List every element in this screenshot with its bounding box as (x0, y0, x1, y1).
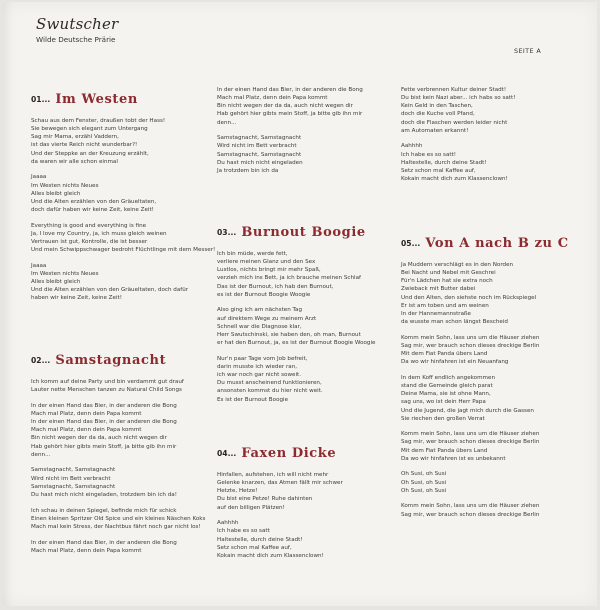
lyric-line: Und den Alten, den siehste noch im Rückspiegel (401, 294, 537, 301)
lyric-line: doch die Flaschen werden leider nicht (401, 119, 508, 126)
lyric-line: Hab gehört hier gibts mein Stoff, ja bitte gib ihn mir (31, 443, 177, 450)
lyric-line: Sie bewegen sich elegant zum Untergang (31, 126, 148, 133)
lyric-line: In der einen Hand das Bier, in der anderen die Bong (217, 87, 363, 93)
lyric-line: In der einen Hand das Bier, in der anderen die Bong (31, 539, 177, 546)
lyric-line: Kein Geld in den Taschen, (401, 103, 473, 110)
lyric-line: da waren wir alle schon einmal (31, 158, 118, 165)
lyric-line: Du musst anscheinend funktionieren, (217, 380, 322, 387)
lyric-line: Zwieback mit Butter dabei (401, 286, 476, 293)
lyric-line: Komm mein Sohn, lass uns um die Häuser ziehen (401, 431, 540, 438)
lyric-line: Hetzte, Hetze! (217, 488, 258, 495)
lyric-line: In der einen Hand das Bier, in der anderen die Bong (31, 402, 177, 409)
lyric-line: Setz schon mal Kaffee auf, (217, 544, 292, 551)
lyric-line: Komm mein Sohn, lass uns um die Häuser ziehen (401, 334, 540, 341)
lyric-stanza (217, 306, 397, 347)
lyric-stanza (401, 261, 586, 326)
lyric-line: Du bist eine Petze! Ruhe dahinten (217, 496, 313, 503)
lyric-line: Setz schon mal Kaffee auf, (401, 167, 476, 174)
lyric-line: Ich komm auf deine Party und bin verdammt gut drauf (31, 379, 184, 385)
lyric-stanza (217, 471, 397, 512)
lyric-line: Es ist der Burnout Boogie (217, 396, 289, 403)
lyric-line: Oh Susi, oh Susi (401, 479, 447, 486)
lyric-line: Und die Alten erzählen von den Gräueltaten, (31, 198, 157, 205)
lyric-stanza (31, 117, 211, 166)
lyric-line: ich war noch gar nicht soweit. (217, 372, 302, 379)
lyric-line: am Automaten erkannt! (401, 127, 469, 134)
lyric-line: Hinfallen, aufstehen, ich will nicht mehr (217, 472, 329, 478)
lyric-line: verzieh mich ins Bett, ja ich brauche meinen Schlaf (217, 275, 361, 282)
lyric-stanza (31, 539, 211, 555)
song-samstagnacht (31, 349, 211, 562)
lyric-line: haben wir keine Zeit, keine Zeit! (31, 295, 122, 302)
song-faxen-dicke (217, 442, 397, 568)
lyric-line: Ich habe es so satt (217, 528, 270, 535)
lyric-line: auf direktem Wege zu meinem Arzt (217, 315, 317, 322)
lyric-line: Haltestelle, durch deine Stadt! (217, 536, 303, 543)
song-title (31, 349, 211, 368)
lyric-line: sag uns, wo ist dein Herr Papa (401, 399, 486, 406)
song-im-westen (31, 88, 216, 310)
lyric-line: Du hast mich nicht eingeladen, trotzdem bin ich da! (31, 491, 177, 498)
lyric-line: ansonsten kommst du hier nicht weit. (217, 388, 323, 395)
lyric-line: Mach mal Platz, denn dein Papa kommt (31, 547, 142, 554)
lyric-line: Und der Steppke an der Kreuzung erzählt, (31, 150, 149, 157)
lyric-line: Hab gehört hier gibts mein Stoff, ja bitte gib ihn mir (217, 111, 363, 118)
lyric-line: Mit dem Fiat Panda übers Land (401, 351, 488, 358)
lyric-stanza (401, 470, 586, 494)
song-title (401, 232, 586, 251)
lyric-stanza (217, 250, 397, 299)
artist-name: Swutscher (36, 15, 119, 33)
lyric-line: Aahhhh (401, 143, 423, 150)
lyric-line: Ja, I love my Country, ja, ich muss gleich weinen (31, 230, 167, 237)
album-title: Wilde Deutsche Prärie (36, 35, 116, 44)
lyric-line: Sag mir, wer brauch schon dieses dreckige Berlin (401, 511, 540, 518)
lyric-line: auf den billigen Plätzen! (217, 504, 285, 511)
lyric-line: Vertrauen ist gut, Kontrolle, die ist besser (31, 239, 148, 246)
lyric-line: Alles bleibt gleich (31, 279, 81, 286)
lyric-line: Jaaaa (31, 262, 47, 269)
lyric-line: da wusste man schon längst Bescheid (401, 319, 508, 326)
lyric-line: Wird nicht im Bett verbracht (31, 475, 111, 482)
song-number: 03... (217, 228, 237, 237)
song-name: Burnout Boogie (241, 225, 366, 240)
song-faxen-dicke-continued (401, 86, 586, 191)
song-number: 04... (217, 449, 237, 458)
lyric-line: Samstagnacht, Samstagnacht (31, 483, 116, 490)
lyric-line: Samstagnacht, Samstagnacht (217, 135, 302, 142)
lyric-line: Gelenke knarzen, das Atmen fällt mir schwer (217, 480, 343, 487)
lyric-line: doch die Kuche voll Pfand, (401, 111, 475, 118)
lyric-line: Also ging ich am nächsten Tag (217, 307, 303, 314)
lyric-line: Da wo wir hinfahren ist ein Neuanfang (401, 359, 509, 366)
song-burnout-boogie (217, 221, 397, 411)
lyric-stanza (401, 430, 586, 463)
lyric-line: Aahhhh (217, 520, 239, 527)
lyric-line: Schau aus dem Fenster, draußen tobt der Hass! (31, 118, 166, 124)
song-samstagnacht-continued (217, 86, 397, 183)
song-number: 01... (31, 95, 51, 104)
lyric-line: Mach mal Platz, denn dein Papa kommt (217, 95, 328, 102)
lyric-line: Deine Mama, sie ist ohne Mann, (401, 391, 491, 398)
song-name: Von A nach B zu C (425, 236, 569, 251)
lyric-stanza (401, 374, 586, 423)
song-title (217, 221, 397, 240)
song-name: Faxen Dicke (241, 446, 337, 461)
lyric-line: Für'n Lädchen hat sie extra noch (401, 278, 493, 285)
lyric-line: Ja trotzdem bin ich da (217, 167, 279, 174)
lyric-line: Sag mir, wer brauch schon dieses dreckige Berlin (401, 439, 540, 446)
lyric-line: Schnell war die Diagnose klar, (217, 323, 302, 330)
lyric-line: Mach mal kein Stress, der Nachtbus fährt noch gar nicht los! (31, 523, 201, 530)
lyric-line: Lauter nette Menschen tanzen zu Natural Child Songs (31, 387, 182, 394)
lyric-stanza (217, 86, 397, 127)
lyric-line: Oh Susi, oh Susi (401, 471, 447, 478)
lyric-line: Und die Alten erzählen von den Gräueltaten, doch dafür (31, 287, 189, 294)
lyric-line: Komm mein Sohn, lass uns um die Häuser ziehen (401, 503, 540, 510)
lyric-line: Sag mir, wer brauch schon dieses dreckige Berlin (401, 342, 540, 349)
lyric-stanza (217, 519, 397, 560)
side-label: SEITE A (514, 47, 542, 55)
lyric-line: Da wo wir hinfahren ist es unbekannt (401, 455, 506, 462)
lyric-stanza (31, 262, 211, 303)
lyric-line: ist das vierte Reich nicht wunderbar?! (31, 142, 138, 149)
lyric-stanza (31, 378, 211, 394)
lyric-line: denn... (31, 451, 51, 458)
paper-shading (3, 2, 13, 606)
lyric-line: er hat den Burnout, ja, es ist der Burnout Boogie Woogie (217, 340, 376, 347)
song-name: Im Westen (55, 92, 138, 107)
lyric-line: Im Westen nichts Neues (31, 182, 99, 189)
lyric-line: In dem Koff endlich angekommen (401, 374, 495, 381)
lyric-stanza (31, 222, 216, 255)
lyric-line: Lustlos, nichts bringt mir mehr Spaß, (217, 267, 321, 274)
lyric-line: Mit dem Fiat Panda übers Land (401, 447, 488, 454)
lyric-line: Mach mal Platz, denn dein Papa kommt (31, 427, 142, 434)
lyric-line: Sie riechen den großen Verrat (401, 415, 485, 422)
lyric-line: Ich schau in deinen Spiegel, befinde mich für schick (31, 507, 177, 514)
song-number: 02... (31, 356, 51, 365)
lyric-line: Sag mir Mama, erzähl Vaddern, (31, 134, 119, 141)
song-von-a-nach-b-zu-c (401, 232, 586, 526)
lyric-stanza (31, 173, 211, 214)
lyric-line: Du bist kein Nazi aber... ich habs so satt! (401, 95, 516, 102)
lyric-line: Kokain macht dich zum Klassenclown! (217, 552, 324, 559)
lyric-line: In der einen Hand das Bier, in der anderen die Bong (31, 419, 177, 426)
lyric-stanza (31, 466, 211, 499)
lyric-stanza (401, 502, 586, 518)
lyric-stanza (401, 86, 586, 135)
lyric-line: Alles bleibt gleich (31, 190, 81, 197)
lyric-stanza (31, 507, 211, 531)
song-title (31, 88, 211, 107)
song-name: Samstagnacht (55, 353, 167, 368)
lyric-stanza (31, 402, 211, 459)
lyric-line: Ich bin müde, werde fett, (217, 251, 288, 257)
lyric-line: Das ist der Burnout, ich hab den Burnout, (217, 283, 334, 290)
lyric-line: stand die Gemeinde gleich parat (401, 383, 493, 390)
lyric-line: Samstagnacht, Samstagnacht (217, 151, 302, 158)
lyric-line: In der Hannemannstraße (401, 310, 471, 317)
lyric-line: Herr Swutschinski, sie haben den, oh man, Burnout (217, 331, 361, 338)
lyric-line: Nur'n paar Tage vom Job befreit, (217, 355, 308, 362)
lyric-line: Everything is good and everything is fine (31, 222, 147, 229)
lyric-line: Einen kleinen Spritzer Old Spice und ein kleines Näschen Koks (31, 515, 206, 522)
lyric-line: Haltestelle, durch deine Stadt! (401, 159, 487, 166)
lyric-sheet (3, 2, 597, 606)
lyric-line: es ist der Burnout Boogie Woogie (217, 291, 311, 298)
lyric-line: denn... (217, 119, 237, 126)
lyric-line: Bei Nacht und Nebel mit Geschrei (401, 270, 496, 277)
lyric-stanza (401, 334, 586, 367)
lyric-line: Samstagnacht, Samstagnacht (31, 467, 116, 474)
song-number: 05... (401, 239, 421, 248)
lyric-line: Kokain macht dich zum Klassenclown! (401, 176, 508, 183)
lyric-line: Und mein Schwippschwager bedroht Flüchtlinge mit dem Messer! (31, 247, 216, 254)
lyric-line: darin musste ich wieder ran, (217, 363, 298, 370)
lyric-stanza (217, 355, 397, 404)
lyric-line: Im Westen nichts Neues (31, 271, 99, 277)
lyric-line: Oh Susi, oh Susi (401, 487, 447, 494)
lyric-line: Ja Muddern verschlägt es in den Norden (401, 262, 514, 268)
lyric-line: Er ist am toben und am weinen (401, 302, 489, 309)
lyric-line: Mach mal Platz, denn dein Papa kommt (31, 410, 142, 417)
song-title (217, 442, 397, 461)
lyric-line: Jaaaa (31, 174, 47, 181)
lyric-line: doch dafür haben wir keine Zeit, keine Zeit! (31, 207, 154, 214)
lyric-line: Wird nicht im Bett verbracht (217, 143, 297, 150)
lyric-line: Du hast mich nicht eingeladen (217, 159, 303, 166)
lyric-line: Fette verbrennen Kultur deiner Stadt! (401, 87, 507, 93)
lyric-stanza (217, 134, 397, 175)
lyric-line: Und die Jugend, die jagt mich durch die Gassen (401, 407, 534, 414)
lyric-line: verliere meinen Glanz und den Sex (217, 259, 316, 266)
lyric-stanza (401, 142, 586, 183)
lyric-line: Bin nicht wegen der da da, auch nicht wegen dir (217, 103, 353, 110)
lyric-line: Bin nicht wegen der da da, auch nicht wegen dir (31, 435, 167, 442)
lyric-line: Ich habe es so satt! (401, 151, 457, 158)
